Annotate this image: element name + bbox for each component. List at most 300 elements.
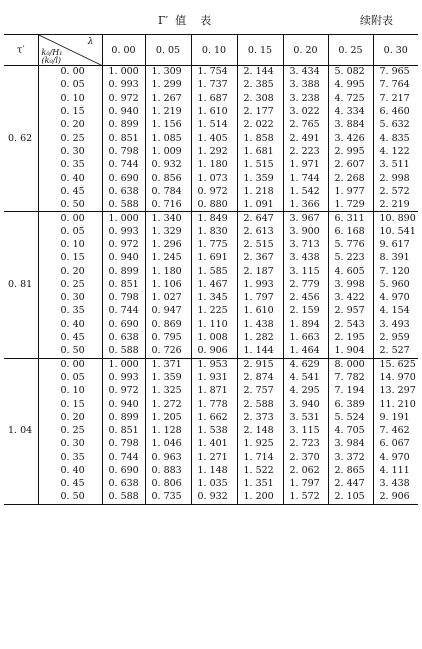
column-header-2: 0. 10 — [191, 35, 237, 66]
table-row — [4, 212, 418, 225]
table-cell: 8. 000 — [328, 358, 373, 371]
table-cell: 0. 880 — [191, 198, 237, 211]
table-cell: 2. 543 — [328, 318, 373, 331]
table-cell: 2. 187 — [237, 265, 283, 278]
table-cell: 1. 128 — [145, 425, 191, 438]
ratio-value: 0. 25 — [38, 278, 102, 291]
column-header-3: 0. 15 — [237, 35, 283, 66]
table-cell: 2. 723 — [283, 438, 328, 451]
table-cell: 1. 035 — [191, 478, 237, 491]
table-row — [4, 66, 418, 79]
table-cell: 0. 795 — [145, 331, 191, 344]
table-row — [4, 292, 418, 305]
table-cell: 0. 972 — [191, 185, 237, 198]
table-cell: 1. 292 — [191, 145, 237, 158]
table-cell: 1. 931 — [191, 371, 237, 384]
ratio-value: 0. 05 — [38, 225, 102, 238]
table-cell: 0. 856 — [145, 172, 191, 185]
table-cell: 1. 272 — [145, 398, 191, 411]
table-cell: 0. 972 — [102, 385, 145, 398]
table-cell: 2. 159 — [283, 305, 328, 318]
diagonal-header-cell — [38, 35, 102, 66]
table-cell: 1. 438 — [237, 318, 283, 331]
table-cell: 2. 367 — [237, 252, 283, 265]
table-cell: 1. 345 — [191, 292, 237, 305]
ratio-value: 0. 50 — [38, 198, 102, 211]
table-cell: 3. 998 — [328, 278, 373, 291]
ratio-value: 0. 20 — [38, 411, 102, 424]
table-cell: 1. 180 — [145, 265, 191, 278]
table-cell: 1. 225 — [191, 305, 237, 318]
ratio-value: 0. 30 — [38, 145, 102, 158]
column-header-5: 0. 25 — [328, 35, 373, 66]
table-cell: 3. 388 — [283, 79, 328, 92]
table-cell: 0. 972 — [102, 92, 145, 105]
table-cell: 1. 714 — [237, 451, 283, 464]
ratio-value: 0. 20 — [38, 265, 102, 278]
table-cell: 1. 371 — [145, 358, 191, 371]
table-cell: 3. 900 — [283, 225, 328, 238]
table-cell: 1. 542 — [283, 185, 328, 198]
table-cell: 4. 725 — [328, 92, 373, 105]
table-cell: 0. 690 — [102, 318, 145, 331]
table-cell: 2. 607 — [328, 159, 373, 172]
table-cell: 1. 008 — [191, 331, 237, 344]
page-header — [0, 0, 422, 34]
table-cell: 1. 953 — [191, 358, 237, 371]
column-header-0: 0. 00 — [102, 35, 145, 66]
table-cell: 1. 200 — [237, 491, 283, 504]
table-cell: 3. 713 — [283, 238, 328, 251]
ratio-value: 0. 40 — [38, 172, 102, 185]
column-header-1: 0. 05 — [145, 35, 191, 66]
table-row — [4, 385, 418, 398]
table-cell: 3. 493 — [373, 318, 418, 331]
table-cell: 1. 467 — [191, 278, 237, 291]
table-cell: 3. 967 — [283, 212, 328, 225]
table-cell: 4. 605 — [328, 265, 373, 278]
table-cell: 4. 111 — [373, 464, 418, 477]
ratio-value: 0. 10 — [38, 385, 102, 398]
table-cell: 0. 744 — [102, 159, 145, 172]
table-cell: 5. 082 — [328, 66, 373, 79]
tau-header: τ′ — [4, 35, 38, 66]
table-cell: 4. 154 — [373, 305, 418, 318]
table-cell: 2. 588 — [237, 398, 283, 411]
table-cell: 1. 205 — [145, 411, 191, 424]
table-cell: 2. 373 — [237, 411, 283, 424]
table-row — [4, 225, 418, 238]
table-cell: 2. 915 — [237, 358, 283, 371]
table-cell: 2. 572 — [373, 185, 418, 198]
table-cell: 0. 899 — [102, 411, 145, 424]
table-cell: 0. 798 — [102, 438, 145, 451]
table-cell: 2. 268 — [328, 172, 373, 185]
table-row — [4, 425, 418, 438]
table-row — [4, 411, 418, 424]
table-cell: 1. 359 — [145, 371, 191, 384]
table-cell: 0. 851 — [102, 425, 145, 438]
table-cell: 14. 970 — [373, 371, 418, 384]
ratio-value: 0. 45 — [38, 331, 102, 344]
table-cell: 1. 464 — [283, 345, 328, 358]
table-row — [4, 345, 418, 358]
table-cell: 1. 858 — [237, 132, 283, 145]
ratio-label: k₀/H₁ — [41, 48, 63, 57]
ratio-value: 0. 00 — [38, 212, 102, 225]
table-cell: 3. 372 — [328, 451, 373, 464]
table-cell: 2. 874 — [237, 371, 283, 384]
ratio-value: 0. 25 — [38, 425, 102, 438]
ratio-value: 0. 10 — [38, 238, 102, 251]
table-cell: 1. 027 — [145, 292, 191, 305]
table-cell: 1. 610 — [191, 105, 237, 118]
table-cell: 0. 798 — [102, 145, 145, 158]
table-cell: 1. 849 — [191, 212, 237, 225]
table-cell: 0. 883 — [145, 464, 191, 477]
table-cell: 1. 144 — [237, 345, 283, 358]
table-cell: 0. 940 — [102, 105, 145, 118]
table-cell: 4. 629 — [283, 358, 328, 371]
table-cell: 10. 541 — [373, 225, 418, 238]
table-cell: 1. 329 — [145, 225, 191, 238]
table-cell: 6. 389 — [328, 398, 373, 411]
table-cell: 2. 195 — [328, 331, 373, 344]
table-cell: 0. 851 — [102, 278, 145, 291]
table-cell: 0. 906 — [191, 345, 237, 358]
table-cell: 1. 046 — [145, 438, 191, 451]
column-header-6: 0. 30 — [373, 35, 418, 66]
table-cell: 2. 062 — [283, 464, 328, 477]
table-cell: 2. 779 — [283, 278, 328, 291]
table-cell: 2. 447 — [328, 478, 373, 491]
table-cell: 1. 299 — [145, 79, 191, 92]
table-cell: 0. 806 — [145, 478, 191, 491]
table-row — [4, 305, 418, 318]
tau-value: 0. 81 — [4, 212, 38, 358]
table-cell: 7. 120 — [373, 265, 418, 278]
table-row — [4, 238, 418, 251]
table-cell: 2. 998 — [373, 172, 418, 185]
table-cell: 0. 940 — [102, 398, 145, 411]
table-row — [4, 398, 418, 411]
table-cell: 1. 744 — [283, 172, 328, 185]
table-cell: 3. 884 — [328, 119, 373, 132]
table-cell: 6. 168 — [328, 225, 373, 238]
table-cell: 1. 309 — [145, 66, 191, 79]
table-cell: 15. 625 — [373, 358, 418, 371]
ratio-value: 0. 15 — [38, 252, 102, 265]
table-cell: 1. 610 — [237, 305, 283, 318]
table-cell: 2. 144 — [237, 66, 283, 79]
tau-value: 1. 04 — [4, 358, 38, 504]
table-cell: 0. 993 — [102, 371, 145, 384]
ratio-value: 0. 40 — [38, 318, 102, 331]
table-cell: 3. 940 — [283, 398, 328, 411]
table-row — [4, 358, 418, 371]
table-cell: 0. 638 — [102, 185, 145, 198]
table-cell: 0. 638 — [102, 478, 145, 491]
table-row — [4, 132, 418, 145]
table-cell: 2. 148 — [237, 425, 283, 438]
continued-note: 续附表 — [360, 14, 393, 27]
table-cell: 7. 965 — [373, 66, 418, 79]
table-cell: 0. 690 — [102, 172, 145, 185]
table-cell: 1. 106 — [145, 278, 191, 291]
table-cell: 7. 217 — [373, 92, 418, 105]
table-cell: 0. 784 — [145, 185, 191, 198]
table-cell: 2. 370 — [283, 451, 328, 464]
table-cell: 2. 757 — [237, 385, 283, 398]
table-cell: 7. 764 — [373, 79, 418, 92]
table-cell: 1. 219 — [145, 105, 191, 118]
table-cell: 11. 210 — [373, 398, 418, 411]
table-cell: 0. 744 — [102, 305, 145, 318]
table-cell: 0. 690 — [102, 464, 145, 477]
table-cell: 1. 894 — [283, 318, 328, 331]
table-cell: 4. 835 — [373, 132, 418, 145]
table-cell: 1. 993 — [237, 278, 283, 291]
table-cell: 1. 754 — [191, 66, 237, 79]
table-cell: 6. 311 — [328, 212, 373, 225]
table-cell: 4. 541 — [283, 371, 328, 384]
table-cell: 5. 632 — [373, 119, 418, 132]
table-cell: 2. 765 — [283, 119, 328, 132]
table-cell: 0. 993 — [102, 225, 145, 238]
table-row — [4, 278, 418, 291]
table-cell: 1. 904 — [328, 345, 373, 358]
table-cell: 2. 223 — [283, 145, 328, 158]
ratio-value: 0. 05 — [38, 371, 102, 384]
table-cell: 1. 000 — [102, 358, 145, 371]
table-cell: 0. 993 — [102, 79, 145, 92]
ratio-value: 0. 45 — [38, 478, 102, 491]
table-cell: 0. 638 — [102, 331, 145, 344]
table-cell: 1. 515 — [237, 159, 283, 172]
table-cell: 4. 705 — [328, 425, 373, 438]
table-cell: 0. 932 — [191, 491, 237, 504]
table-cell: 1. 797 — [283, 478, 328, 491]
table-cell: 10. 890 — [373, 212, 418, 225]
table-cell: 4. 970 — [373, 292, 418, 305]
table-row — [4, 172, 418, 185]
table-cell: 0. 932 — [145, 159, 191, 172]
table-cell: 1. 296 — [145, 238, 191, 251]
table-cell: 1. 351 — [237, 478, 283, 491]
table-cell: 1. 662 — [191, 411, 237, 424]
table-row — [4, 491, 418, 504]
ratio-value: 0. 00 — [38, 358, 102, 371]
header-row — [4, 35, 418, 66]
table-cell: 0. 899 — [102, 119, 145, 132]
table-row — [4, 145, 418, 158]
table-cell: 7. 782 — [328, 371, 373, 384]
table-cell: 1. 271 — [191, 451, 237, 464]
table-row — [4, 371, 418, 384]
table-cell: 2. 865 — [328, 464, 373, 477]
table-cell: 1. 691 — [191, 252, 237, 265]
ratio-value: 0. 15 — [38, 105, 102, 118]
table-cell: 1. 009 — [145, 145, 191, 158]
table-cell: 3. 426 — [328, 132, 373, 145]
table-cell: 9. 617 — [373, 238, 418, 251]
ratio-value: 0. 10 — [38, 92, 102, 105]
ratio-value: 0. 00 — [38, 66, 102, 79]
table-cell: 13. 297 — [373, 385, 418, 398]
table-cell: 2. 219 — [373, 198, 418, 211]
ratio-value: 0. 15 — [38, 398, 102, 411]
table-cell: 4. 295 — [283, 385, 328, 398]
table-cell: 2. 957 — [328, 305, 373, 318]
table-cell: 1. 000 — [102, 66, 145, 79]
table-cell: 3. 115 — [283, 425, 328, 438]
table-row — [4, 451, 418, 464]
table-cell: 1. 514 — [191, 119, 237, 132]
table-cell: 1. 405 — [191, 132, 237, 145]
table-cell: 1. 000 — [102, 212, 145, 225]
table-cell: 0. 588 — [102, 198, 145, 211]
table-cell: 1. 971 — [283, 159, 328, 172]
table-cell: 0. 963 — [145, 451, 191, 464]
table-cell: 1. 522 — [237, 464, 283, 477]
table-cell: 1. 778 — [191, 398, 237, 411]
table-cell: 2. 022 — [237, 119, 283, 132]
table-cell: 2. 906 — [373, 491, 418, 504]
table-cell: 1. 073 — [191, 172, 237, 185]
lambda-label: λ — [87, 37, 94, 47]
table-cell: 2. 491 — [283, 132, 328, 145]
table-cell: 0. 798 — [102, 292, 145, 305]
table-cell: 1. 830 — [191, 225, 237, 238]
values-table — [4, 34, 418, 505]
table-cell: 0. 869 — [145, 318, 191, 331]
table-cell: 4. 122 — [373, 145, 418, 158]
table-row — [4, 92, 418, 105]
ratio-value: 0. 50 — [38, 345, 102, 358]
table-cell: 1. 871 — [191, 385, 237, 398]
table-cell: 2. 527 — [373, 345, 418, 358]
ratio-value: 0. 05 — [38, 79, 102, 92]
table-row — [4, 464, 418, 477]
table-row — [4, 79, 418, 92]
table-cell: 1. 538 — [191, 425, 237, 438]
table-cell: 2. 385 — [237, 79, 283, 92]
table-cell: 4. 970 — [373, 451, 418, 464]
ratio-value: 0. 35 — [38, 451, 102, 464]
table-row — [4, 265, 418, 278]
table-cell: 5. 524 — [328, 411, 373, 424]
table-cell: 1. 729 — [328, 198, 373, 211]
table-cell: 2. 959 — [373, 331, 418, 344]
table-cell: 3. 984 — [328, 438, 373, 451]
table-cell: 9. 191 — [373, 411, 418, 424]
table-cell: 1. 282 — [237, 331, 283, 344]
table-body — [4, 66, 418, 505]
table-cell: 1. 663 — [283, 331, 328, 344]
table-cell: 1. 110 — [191, 318, 237, 331]
table-cell: 0. 851 — [102, 132, 145, 145]
table-cell: 7. 462 — [373, 425, 418, 438]
table-row — [4, 478, 418, 491]
table-title: Γ′ 值 表 — [158, 14, 212, 27]
table-cell: 0. 947 — [145, 305, 191, 318]
table-row — [4, 331, 418, 344]
table-row — [4, 318, 418, 331]
table-cell: 1. 245 — [145, 252, 191, 265]
table-cell: 0. 744 — [102, 451, 145, 464]
ratio-value: 0. 30 — [38, 292, 102, 305]
table-cell: 0. 899 — [102, 265, 145, 278]
table-cell: 2. 515 — [237, 238, 283, 251]
ratio-value: 0. 25 — [38, 132, 102, 145]
table-cell: 0. 940 — [102, 252, 145, 265]
table-cell: 3. 434 — [283, 66, 328, 79]
table-cell: 0. 716 — [145, 198, 191, 211]
table-cell: 1. 585 — [191, 265, 237, 278]
tau-value: 0. 62 — [4, 66, 38, 212]
table-row — [4, 252, 418, 265]
table-cell: 1. 797 — [237, 292, 283, 305]
table-cell: 3. 438 — [283, 252, 328, 265]
ratio-value: 0. 50 — [38, 491, 102, 504]
table-cell: 0. 588 — [102, 491, 145, 504]
table-cell: 4. 334 — [328, 105, 373, 118]
table-cell: 1. 148 — [191, 464, 237, 477]
table-cell: 3. 438 — [373, 478, 418, 491]
table-cell: 1. 091 — [237, 198, 283, 211]
table-cell: 0. 735 — [145, 491, 191, 504]
table-cell: 3. 422 — [328, 292, 373, 305]
table-cell: 1. 325 — [145, 385, 191, 398]
table-cell: 6. 067 — [373, 438, 418, 451]
ratio-value: 0. 40 — [38, 464, 102, 477]
table-cell: 2. 105 — [328, 491, 373, 504]
table-cell: 3. 511 — [373, 159, 418, 172]
table-cell: 1. 977 — [328, 185, 373, 198]
table-cell: 1. 267 — [145, 92, 191, 105]
table-cell: 1. 572 — [283, 491, 328, 504]
table-cell: 1. 366 — [283, 198, 328, 211]
ratio-value: 0. 35 — [38, 305, 102, 318]
table-cell: 1. 218 — [237, 185, 283, 198]
table-cell: 1. 359 — [237, 172, 283, 185]
column-header-4: 0. 20 — [283, 35, 328, 66]
table-cell: 0. 972 — [102, 238, 145, 251]
table-cell: 1. 401 — [191, 438, 237, 451]
table-cell: 5. 223 — [328, 252, 373, 265]
table-cell: 6. 460 — [373, 105, 418, 118]
ratio-value: 0. 20 — [38, 119, 102, 132]
table-cell: 8. 391 — [373, 252, 418, 265]
table-row — [4, 185, 418, 198]
table-cell: 0. 726 — [145, 345, 191, 358]
table-cell: 3. 115 — [283, 265, 328, 278]
table-cell: 1. 687 — [191, 92, 237, 105]
table-cell: 2. 995 — [328, 145, 373, 158]
table-cell: 1. 085 — [145, 132, 191, 145]
table-cell: 3. 531 — [283, 411, 328, 424]
table-cell: 1. 925 — [237, 438, 283, 451]
table-cell: 1. 737 — [191, 79, 237, 92]
table-cell: 1. 180 — [191, 159, 237, 172]
table-cell: 1. 340 — [145, 212, 191, 225]
table-row — [4, 198, 418, 211]
table-cell: 2. 647 — [237, 212, 283, 225]
table-cell: 2. 308 — [237, 92, 283, 105]
table-cell: 2. 613 — [237, 225, 283, 238]
table-cell: 3. 238 — [283, 92, 328, 105]
table-cell: 5. 960 — [373, 278, 418, 291]
